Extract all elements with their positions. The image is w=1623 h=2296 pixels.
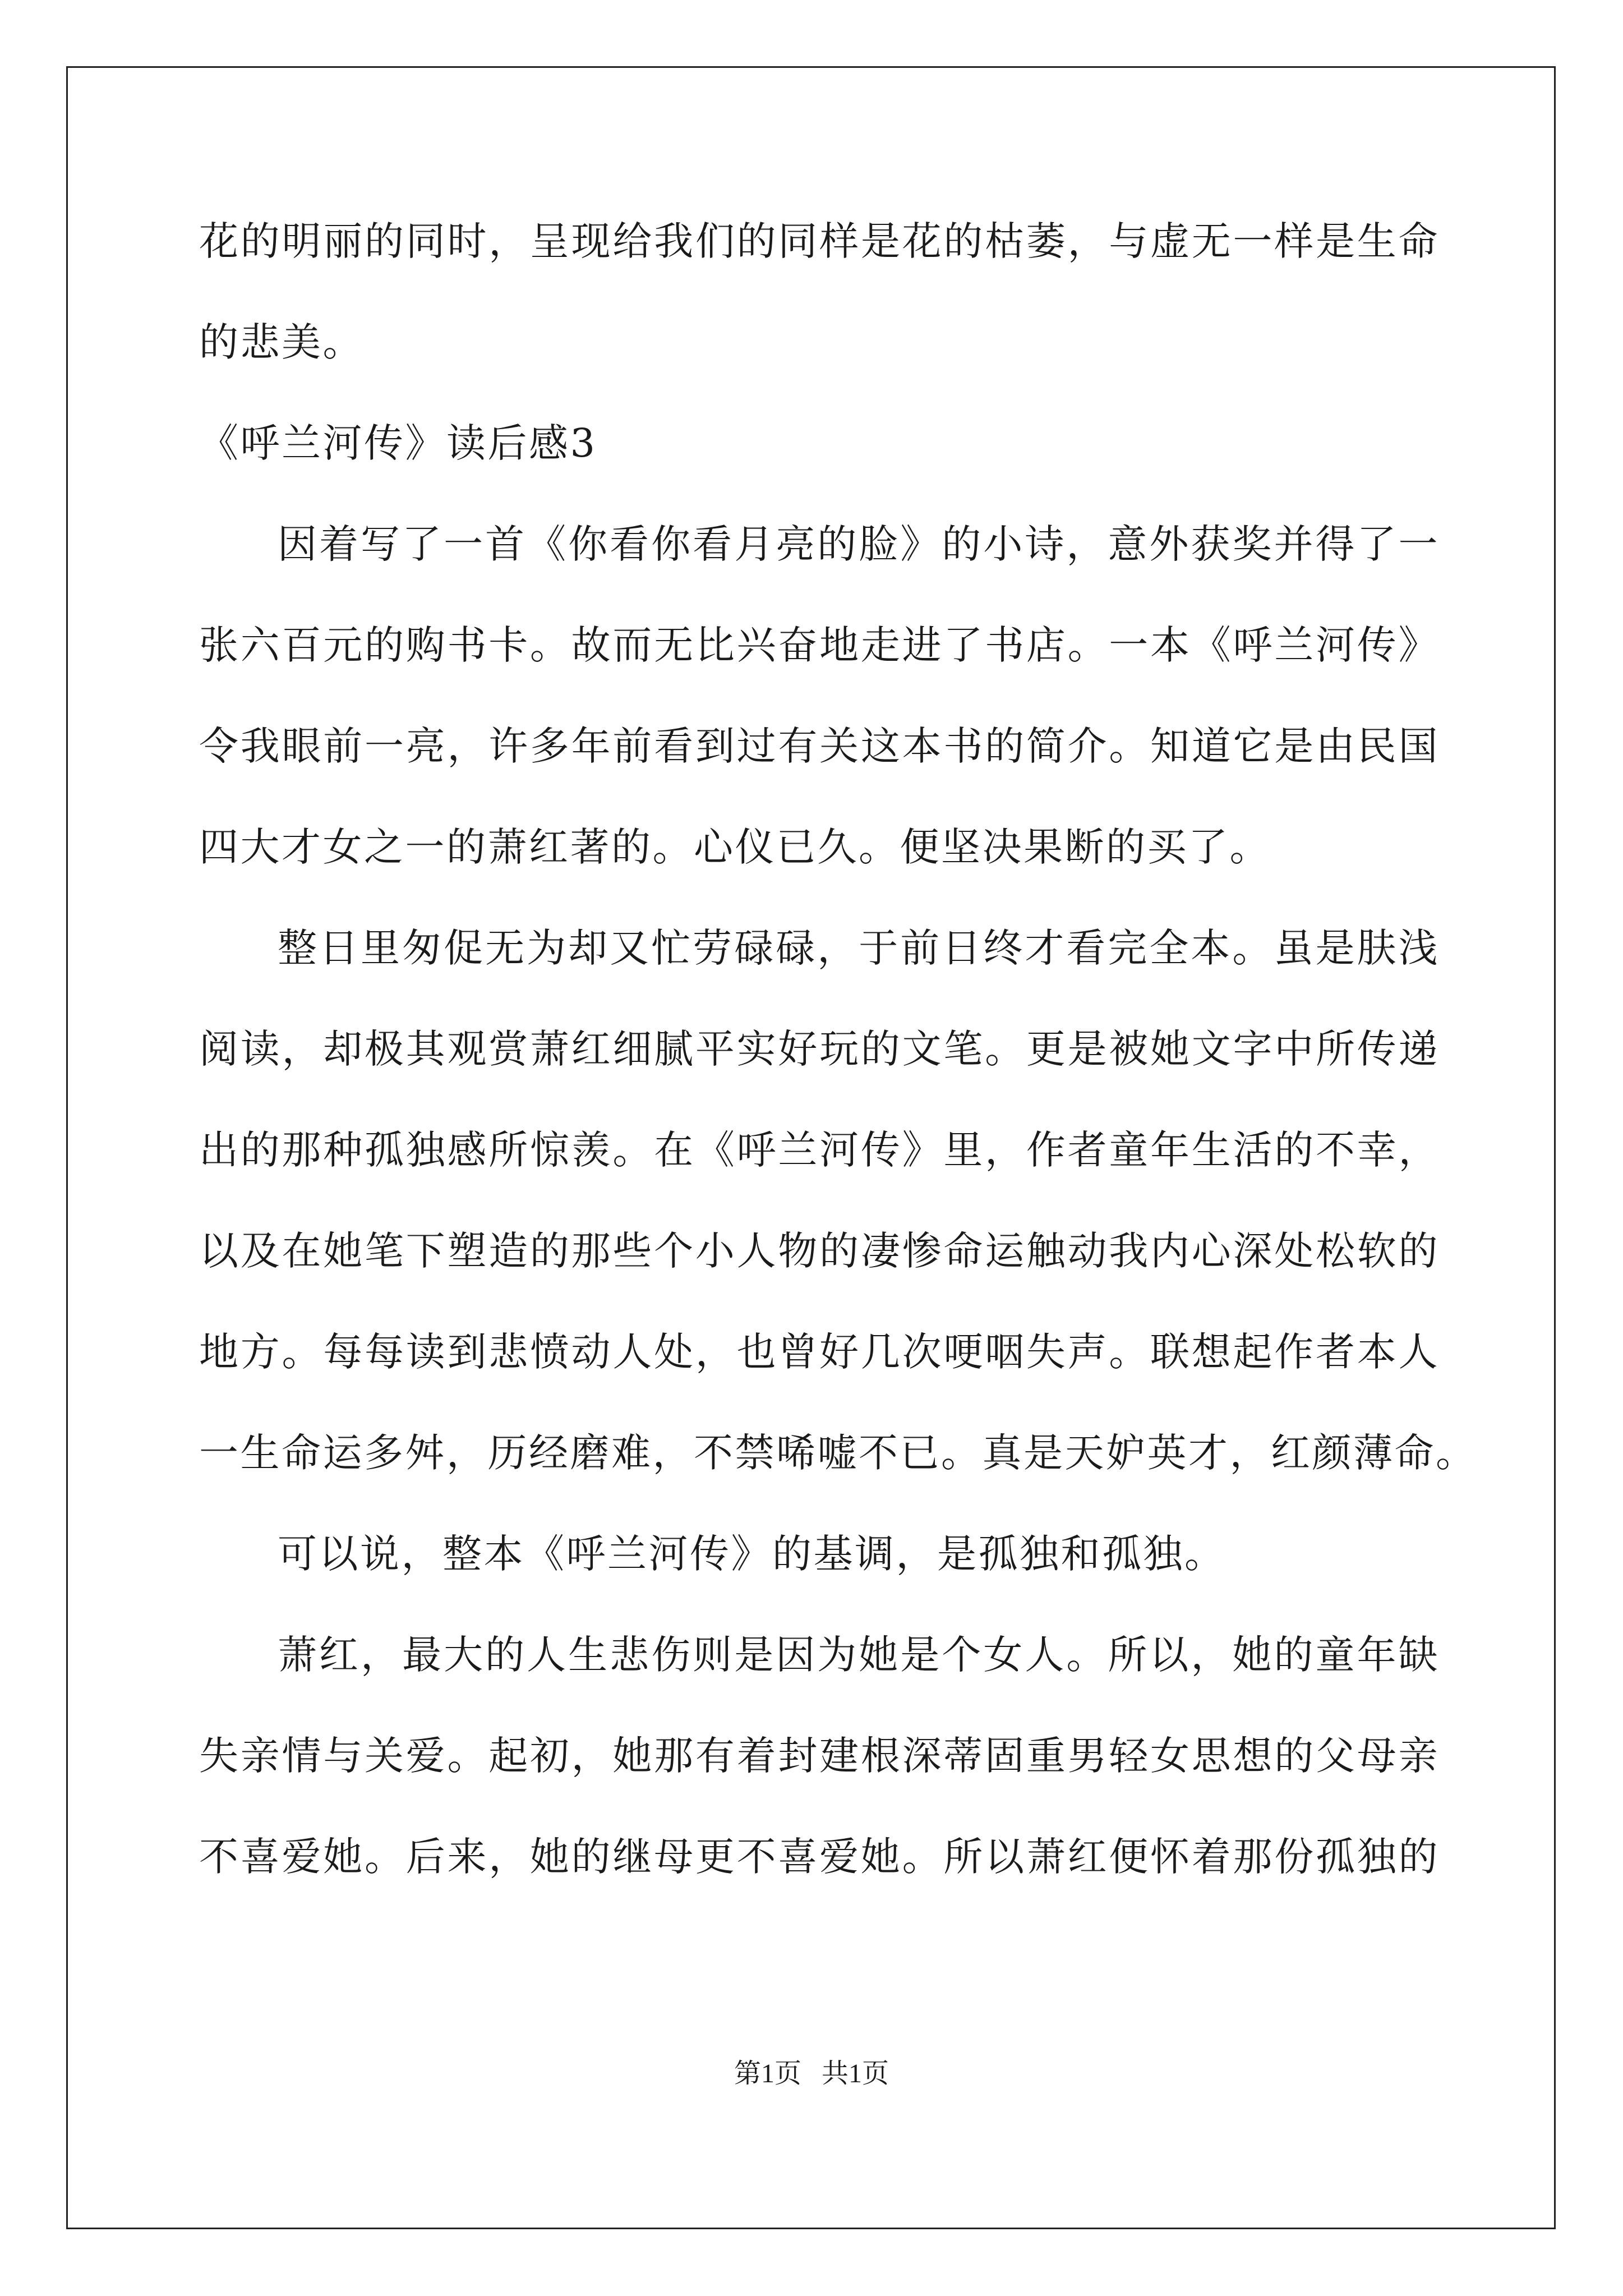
- paragraph-2-line-3: 出的那种孤独感所惊羡。在《呼兰河传》里，作者童年生活的不幸，: [199, 1127, 1440, 1173]
- paragraph-4-line-2: 失亲情与关爱。起初，她那有着封建根深蒂固重男轻女思想的父母亲: [199, 1733, 1440, 1779]
- paragraph-2-line-6: 一生命运多舛，历经磨难，不禁唏嘘不已。真是天妒英才，红颜薄命。: [199, 1430, 1477, 1476]
- paragraph-1-line-1: 因着写了一首《你看你看月亮的脸》的小诗，意外获奖并得了一: [278, 521, 1440, 567]
- paragraph-1-line-3: 令我眼前一亮，许多年前看到过有关这本书的简介。知道它是由民国: [199, 723, 1440, 769]
- paragraph-3-line-1: 可以说，整本《呼兰河传》的基调，是孤独和孤独。: [278, 1531, 1226, 1577]
- paragraph-4-line-3: 不喜爱她。后来，她的继母更不喜爱她。所以萧红便怀着那份孤独的: [199, 1834, 1440, 1880]
- paragraph-2-line-4: 以及在她笔下塑造的那些个小人物的凄惨命运触动我内心深处松软的: [199, 1228, 1440, 1274]
- paragraph-2-line-5: 地方。每每读到悲愤动人处，也曾好几次哽咽失声。联想起作者本人: [199, 1329, 1440, 1375]
- paragraph-2-line-2: 阅读，却极其观赏萧红细腻平实好玩的文笔。更是被她文字中所传递: [199, 1026, 1440, 1072]
- paragraph-1-line-4: 四大才女之一的萧红著的。心仪已久。便坚决果断的买了。: [199, 824, 1271, 870]
- section-heading: 《呼兰河传》读后感3: [199, 420, 597, 466]
- paragraph-2-line-1: 整日里匆促无为却又忙劳碌碌，于前日终才看完全本。虽是肤浅: [278, 925, 1440, 971]
- text-line-1: 花的明丽的同时，呈现给我们的同样是花的枯萎，与虚无一样是生命: [199, 218, 1440, 264]
- paragraph-1-line-2: 张六百元的购书卡。故而无比兴奋地走进了书店。一本《呼兰河传》: [199, 622, 1440, 668]
- page-number-label: 第1页 共1页: [734, 2059, 889, 2088]
- page-footer: [0, 2056, 1623, 2092]
- text-line-2: 的悲美。: [199, 319, 364, 365]
- paragraph-4-line-1: 萧红，最大的人生悲伤则是因为她是个女人。所以，她的童年缺: [278, 1632, 1440, 1678]
